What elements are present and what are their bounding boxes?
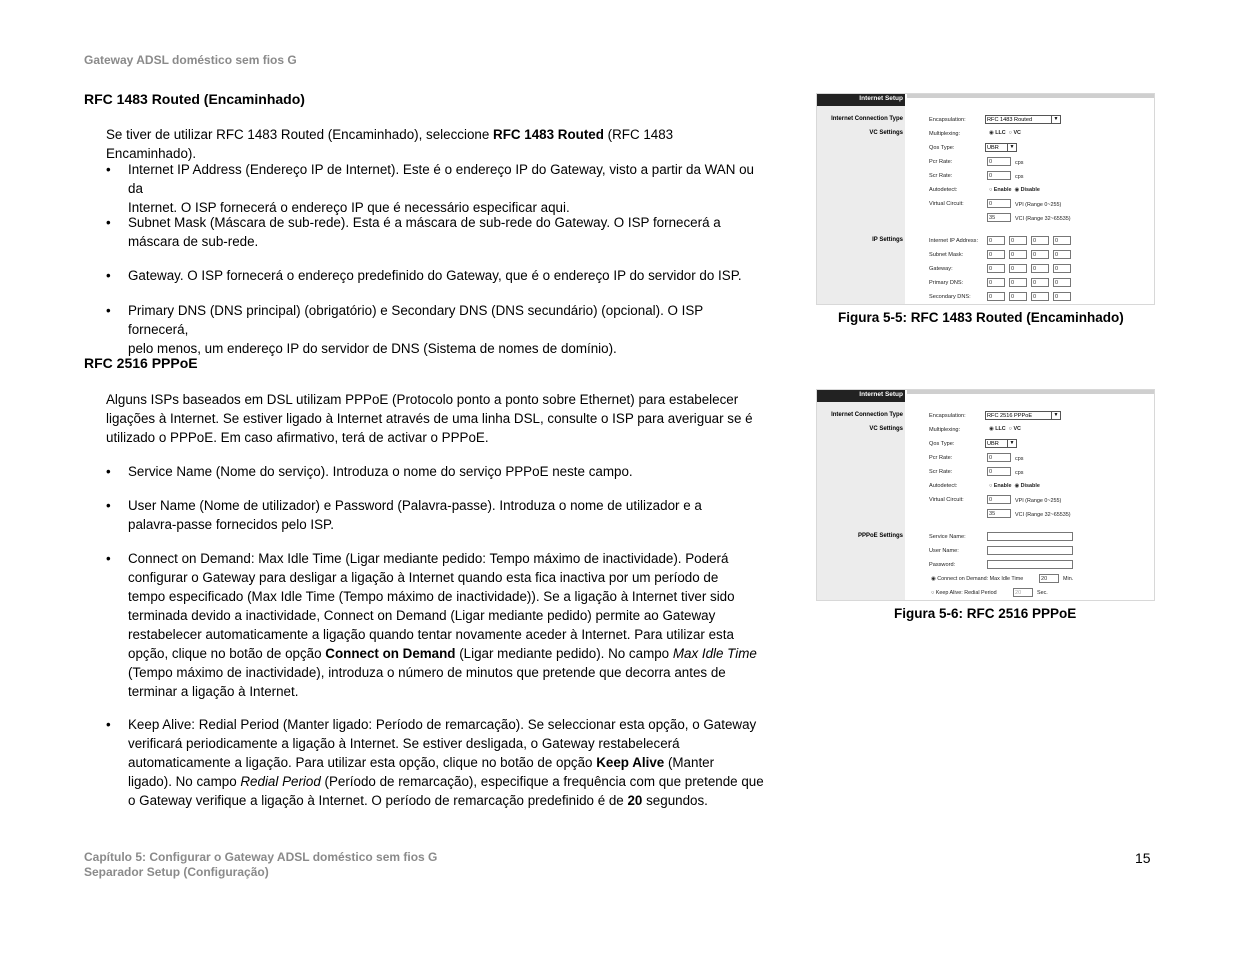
section-label: VC Settings [869,426,903,432]
select-value: UBR [987,145,999,151]
gateway-octet-input[interactable]: 0 [1053,264,1071,273]
field-label: Pcr Rate: [929,455,953,461]
line: Internet IP Address (Endereço IP de Internet). Este é o endereço IP do Gateway, visto a partir da WAN ou da [128,162,754,196]
field-label: Qos Type: [929,441,955,447]
unit-label: Min. [1063,576,1074,582]
footer-chapter: Capítulo 5: Configurar o Gateway ADSL doméstico sem fios G [84,850,438,864]
line: palavra-passe fornecidos pelo ISP. [128,517,334,532]
line [128,753,766,772]
field-label: Scr Rate: [929,469,953,475]
vci-input[interactable]: 35 [987,509,1011,518]
chevron-down-icon: ▼ [1051,116,1060,123]
chevron-down-icon: ▼ [1007,440,1016,447]
list-item: • Keep Alive: Redial Period (Manter ligado: Período de remarcação). Se seleccionar esta opção, o Gateway verificará periodicamente a ligação à Internet. Se estiver desligada, o Gateway restabelecerá automaticamente a ligação. Para utilizar esta opção, clique no botão de opção Keep Alive (Manter ligado). No campo Redial Period (Período de remarcação), especifique a frequência com que pretende que o Gateway verifique a ligação à Internet. O período de remarcação predefinido é de 20 segundos. [106,715,766,810]
range-note: VPI (Range 0~255) [1015,498,1062,504]
text: (Manter [664,755,715,770]
italic-text: Redial Period [240,774,321,789]
field-label: Pcr Rate: [929,159,953,165]
ip-octet-input[interactable]: 0 [1009,236,1027,245]
ip-octet-input[interactable]: 0 [1031,236,1049,245]
radio-label: LLC [995,130,1006,136]
field-label: Subnet Mask: [929,252,964,258]
mask-octet-input[interactable]: 0 [987,250,1005,259]
mask-octet-input[interactable]: 0 [1053,250,1071,259]
service-name-input[interactable] [987,532,1073,541]
select-value: UBR [987,441,999,447]
line: (Tempo máximo de inactividade), introduza o número de minutos que pretende que decorra antes de [128,665,726,680]
ip-octet-input[interactable]: 0 [1053,236,1071,245]
scr-input[interactable]: 0 [987,467,1011,476]
field-label: Encapsulation: [929,413,966,419]
list-item: • Connect on Demand: Max Idle Time (Ligar mediante pedido: Tempo máximo de inactividade). Poderá configurar o Gateway para desligar a ligação à Internet quando esta fica inactiva por um período de tempo especificado (Max Idle Time (Tempo máximo de inactividade)). Se a ligação à Internet tiver sido terminada devido a inactividade, Connect on Demand (Ligar mediante pedido) permite ao Gateway restabelecer automaticamente a ligação quando tentar novamente aceder à Internet. Para utilizar esta opção, clique no botão de opção Connect on Demand (Ligar mediante pedido). No campo Max Idle Time (Tempo máximo de inactividade), introduza o número de minutos que pretende que decorra antes de terminar a ligação à Internet. [106,549,766,701]
line: User Name (Nome de utilizador) e Password (Palavra-passe). Introduza o nome de utilizador e a [128,498,702,513]
figure2-caption: Figura 5-6: RFC 2516 PPPoE [894,606,1077,621]
dns2-octet-input[interactable]: 0 [1031,292,1049,301]
section-label: VC Settings [869,130,903,136]
select-value: RFC 2516 PPPoE [987,413,1033,419]
line: Service Name (Nome do serviço). Introduza o nome do serviço PPPoE neste campo. [128,464,633,479]
line: Keep Alive: Redial Period (Manter ligado: Período de remarcação). Se seleccionar esta opção, o Gateway [128,717,757,732]
line: verificará periodicamente a ligação à Internet. Se estiver desligada, o Gateway restabelecerá [128,736,680,751]
radio-label: Disable [1020,187,1040,193]
unit-label: cps [1015,160,1024,166]
bold-text: Keep Alive [596,755,665,770]
line: Alguns ISPs baseados em DSL utilizam PPPoE (Protocolo ponto a ponto sobre Ethernet) para estabelecer [106,392,739,407]
panel-title: Internet Setup [859,391,903,398]
field-label: Scr Rate: [929,173,953,179]
field-label: Password: [929,562,956,568]
field-label: Multiplexing: [929,427,961,433]
dns2-octet-input[interactable]: 0 [1053,292,1071,301]
autodetect-radios[interactable]: ○ Enable ◉ Disable [989,483,1040,489]
text: (Período de remarcação), especifique a frequência com que pretende que [320,774,764,789]
field-label: Encapsulation: [929,117,966,123]
line: Connect on Demand: Max Idle Time (Ligar mediante pedido: Tempo máximo de inactividade). Poderá [128,551,729,566]
line: tempo especificado (Max Idle Time (Tempo máximo de inactividade)). Se a ligação à Internet tiver sido [128,589,735,604]
radio-label: Enable [993,483,1012,489]
field-label: Autodetect: [929,483,958,489]
radio-label: LLC [995,426,1006,432]
ip-octet-input[interactable]: 0 [987,236,1005,245]
field-label: Virtual Circuit: [929,201,964,207]
vci-input[interactable]: 35 [987,213,1011,222]
field-label: Primary DNS: [929,280,964,286]
section-title-rfc2516: RFC 2516 PPPoE [84,355,198,371]
dns1-octet-input[interactable]: 0 [1031,278,1049,287]
qos-select[interactable] [985,439,1017,448]
line: máscara de sub-rede. [128,234,259,249]
intro-bold: RFC 1483 Routed [493,127,604,142]
list-item: • Service Name (Nome do serviço). Introduza o nome do serviço PPPoE neste campo. [106,462,766,481]
line: utilizado o PPPoE. Em caso afirmativo, terá de activar o PPPoE. [106,430,489,445]
qos-select[interactable] [985,143,1017,152]
chevron-down-icon: ▼ [1051,412,1060,419]
figure-rfc1483-screenshot [816,93,1155,305]
bold-text: Connect on Demand [325,646,456,661]
max-idle-time-input[interactable]: 20 [1039,574,1059,583]
field-label: Qos Type: [929,145,955,151]
text: opção, clique no botão de opção [128,646,326,661]
multiplexing-radios[interactable]: ◉ LLC ○ VC [989,426,1021,432]
text: ligado). No campo [128,774,241,789]
unit-label: cps [1015,456,1024,462]
section2-intro [106,390,766,447]
line: Subnet Mask (Máscara de sub-rede). Esta é a máscara de sub-rede do Gateway. O ISP fornecerá a [128,215,721,230]
mask-octet-input[interactable]: 0 [1009,250,1027,259]
figure-rfc2516-screenshot [816,389,1155,601]
section-label: Internet Connection Type [831,412,903,418]
encapsulation-select[interactable] [985,411,1061,420]
dns1-octet-input[interactable]: 0 [1009,278,1027,287]
text: (Ligar mediante pedido). No campo [455,646,673,661]
dns2-octet-input[interactable]: 0 [1009,292,1027,301]
line: terminar a ligação à Internet. [128,684,299,699]
line: Gateway. O ISP fornecerá o endereço predefinido do Gateway, que é o endereço IP do servidor do ISP. [128,268,742,283]
encapsulation-select[interactable] [985,115,1061,124]
list-item: • Subnet Mask (Máscara de sub-rede). Esta é a máscara de sub-rede do Gateway. O ISP fornecerá a máscara de sub-rede. [106,213,766,251]
text: automaticamente a ligação. Para utilizar esta opção, clique no botão de opção [128,755,597,770]
bold-text: 20 [627,793,643,808]
range-note: VCI (Range 32~65535) [1015,216,1071,222]
intro-text: Se tiver de utilizar RFC 1483 Routed (Encaminhado), seleccione [106,127,494,142]
radio-label: Connect on Demand: Max Idle Time [937,576,1024,582]
text: o Gateway verifique a ligação à Internet. O período de remarcação predefinido é de [128,793,628,808]
panel-title: Internet Setup [859,95,903,102]
radio-label: Disable [1020,483,1040,489]
vpi-input[interactable]: 0 [987,199,1011,208]
username-input[interactable] [987,546,1073,555]
unit-label: cps [1015,470,1024,476]
field-label: Internet IP Address: [929,238,979,244]
dns2-octet-input[interactable]: 0 [987,292,1005,301]
section1-intro [106,125,766,163]
scr-input[interactable]: 0 [987,171,1011,180]
line [128,644,766,663]
mask-octet-input[interactable]: 0 [1031,250,1049,259]
figure1-caption: Figura 5-5: RFC 1483 Routed (Encaminhado) [838,310,1124,325]
keep-alive-radio[interactable]: ○ Keep Alive: Redial Period [931,590,997,596]
autodetect-radios[interactable]: ○ Enable ◉ Disable [989,187,1040,193]
line [128,791,766,810]
field-label: Gateway: [929,266,953,272]
pcr-input[interactable]: 0 [987,157,1011,166]
section-title-rfc1483: RFC 1483 Routed (Encaminhado) [84,91,305,107]
section-label: Internet Connection Type [831,116,903,122]
line: pelo menos, um endereço IP do servidor de DNS (Sistema de nomes de domínio). [128,341,617,356]
italic-text: Max Idle Time [672,646,757,661]
line: restabelecer automaticamente a ligação quando tentar novamente aceder à Internet. Para utilizar esta [128,627,734,642]
list-item: • Primary DNS (DNS principal) (obrigatório) e Secondary DNS (DNS secundário) (opcional). O ISP fornecerá, pelo menos, um endereço IP do servidor de DNS (Sistema de nomes de domínio). [106,301,766,358]
password-input[interactable] [987,560,1073,569]
field-label: Multiplexing: [929,131,961,137]
list-item: • Internet IP Address (Endereço IP de Internet). Este é o endereço IP do Gateway, visto a partir da WAN ou da Internet. O ISP fornecerá o endereço IP que é necessário especificar aqui. [106,160,766,217]
line: configurar o Gateway para desligar a ligação à Internet quando esta fica inactiva por um período de [128,570,719,585]
select-value: RFC 1483 Routed [987,117,1033,123]
line: Internet. O ISP fornecerá o endereço IP que é necessário especificar aqui. [128,200,570,215]
gateway-octet-input[interactable]: 0 [987,264,1005,273]
field-label: Service Name: [929,534,966,540]
unit-label: Sec. [1037,590,1048,596]
line: ligações à Internet. Se estiver ligado à Internet através de uma linha DSL, consulte o ISP para averiguar se é [106,411,753,426]
connect-on-demand-radio[interactable]: ◉ Connect on Demand: Max Idle Time [931,576,1024,582]
gateway-octet-input[interactable]: 0 [1031,264,1049,273]
section-label: PPPoE Settings [857,533,903,539]
field-label: Secondary DNS: [929,294,971,300]
line [128,772,766,791]
field-label: Virtual Circuit: [929,497,964,503]
dns1-octet-input[interactable]: 0 [1053,278,1071,287]
multiplexing-radios[interactable]: ◉ LLC ○ VC [989,130,1021,136]
running-header: Gateway ADSL doméstico sem fios G [84,53,297,67]
redial-period-input[interactable]: 20 [1013,588,1033,597]
intro-text-end: (RFC 1483 Encaminhado). [106,127,674,161]
field-label: User Name: [929,548,959,554]
section-label: IP Settings [872,237,903,243]
list-item: • Gateway. O ISP fornecerá o endereço predefinido do Gateway, que é o endereço IP do servidor do ISP. [106,266,766,285]
list-item: • User Name (Nome de utilizador) e Password (Palavra-passe). Introduza o nome de utilizador e a palavra-passe fornecidos pelo ISP. [106,496,766,534]
page-number: 15 [1135,850,1151,866]
footer-section: Separador Setup (Configuração) [84,865,269,879]
pcr-input[interactable]: 0 [987,453,1011,462]
range-note: VCI (Range 32~65535) [1015,512,1071,518]
radio-label: VC [1013,426,1021,432]
chevron-down-icon: ▼ [1007,144,1016,151]
radio-label: Enable [993,187,1012,193]
line: terminada devido a inactividade, Connect on Demand (Ligar mediante pedido) permite ao Gateway [128,608,716,623]
radio-label: Keep Alive: Redial Period [935,590,997,596]
range-note: VPI (Range 0~255) [1015,202,1062,208]
radio-label: VC [1013,130,1021,136]
dns1-octet-input[interactable]: 0 [987,278,1005,287]
line: Primary DNS (DNS principal) (obrigatório) e Secondary DNS (DNS secundário) (opcional). O ISP fornecerá, [128,303,703,337]
vpi-input[interactable]: 0 [987,495,1011,504]
text: segundos. [642,793,708,808]
unit-label: cps [1015,174,1024,180]
gateway-octet-input[interactable]: 0 [1009,264,1027,273]
footer [84,850,437,880]
field-label: Autodetect: [929,187,958,193]
